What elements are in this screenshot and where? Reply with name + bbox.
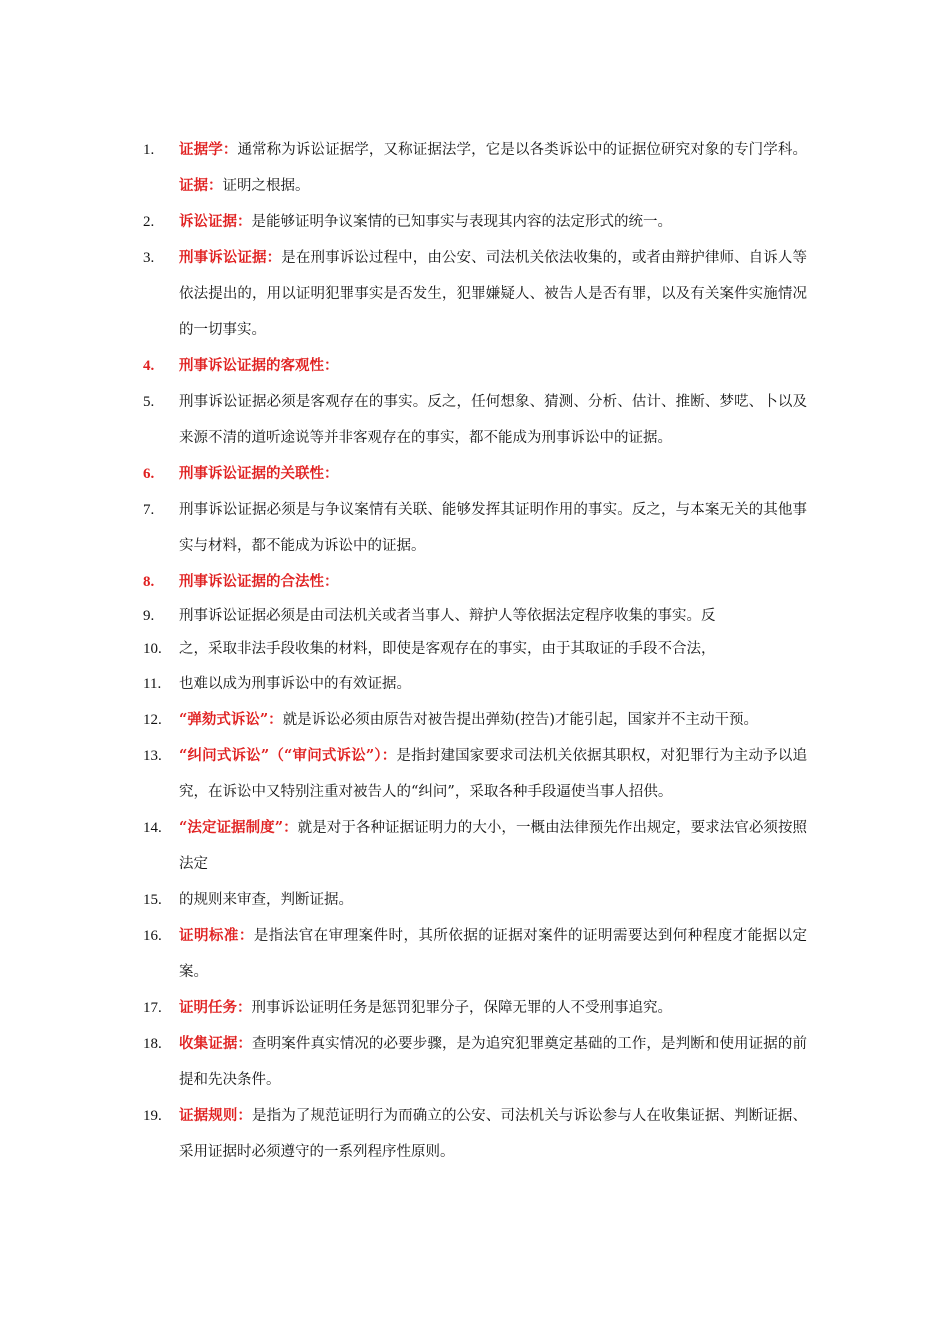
- item-term-secondary: 证据：: [179, 177, 223, 194]
- list-item-11: [0, 666, 950, 702]
- item-term: 收集证据：: [179, 1035, 253, 1052]
- item-number: 8.: [143, 574, 155, 590]
- item-heading: 刑事诉讼证据的关联性：: [179, 465, 339, 482]
- item-term: 证明标准：: [179, 927, 254, 944]
- item-body: [179, 132, 807, 204]
- item-number: 17.: [143, 1000, 162, 1016]
- item-term: 刑事诉讼证据：: [179, 249, 282, 266]
- list-item-8: [0, 564, 950, 600]
- list-item-13: [0, 738, 950, 810]
- item-term: 证明任务：: [179, 999, 252, 1016]
- item-text: 是在刑事诉讼过程中，由公安、司法机关依法收集的，或者由辩护律师、自诉人等依法提出的，用以证明犯罪事实是否发生，犯罪嫌疑人、被告人是否有罪，以及有关案件实施情况的一切事实。: [179, 250, 807, 338]
- item-number: 15.: [143, 892, 162, 908]
- item-body: [179, 810, 807, 882]
- item-term: 诉讼证据：: [179, 213, 252, 230]
- item-number: 7.: [143, 502, 155, 518]
- item-term: 证据学：: [179, 141, 238, 158]
- item-text: 的规则来审查，判断证据。: [179, 892, 353, 908]
- item-number: 19.: [143, 1108, 162, 1124]
- list-item-9: [0, 600, 950, 633]
- item-term: 证据规则：: [179, 1107, 253, 1124]
- list-item-5: [0, 384, 950, 456]
- glossary-list: [0, 132, 950, 1170]
- item-term: “纠问式诉讼”（“审问式诉讼”）：: [179, 747, 397, 764]
- item-text: 刑事诉讼证明任务是惩罚犯罪分子，保障无罪的人不受刑事追究。: [251, 1000, 672, 1016]
- item-text: 是指为了规范证明行为而确立的公安、司法机关与诉讼参与人在收集证据、判断证据、采用证据时必须遵守的一系列程序性原则。: [179, 1108, 808, 1160]
- item-text: 是指法官在审理案件时，其所依据的证据对案件的证明需要达到何种程度才能据以定案。: [179, 928, 808, 980]
- item-number: 6.: [143, 466, 155, 482]
- item-text: 之，采取非法手段收集的材料，即使是客观存在的事实，由于其取证的手段不合法，: [179, 641, 716, 657]
- item-number: 14.: [143, 820, 162, 836]
- item-term: “法定证据制度”：: [179, 819, 298, 836]
- item-body: [179, 702, 807, 738]
- item-number: 9.: [143, 608, 155, 624]
- item-body: [179, 240, 807, 348]
- item-text: 是能够证明争议案情的已知事实与表现其内容的法定形式的统一。: [251, 214, 672, 230]
- list-item-15: [0, 882, 950, 918]
- item-body: [179, 1026, 807, 1098]
- item-number: 5.: [143, 394, 155, 410]
- item-text: 是指封建国家要求司法机关依据其职权，对犯罪行为主动予以追究，在诉讼中又特别注重对被告人的“纠问”，采取各种手段逼使当事人招供。: [179, 748, 807, 800]
- item-number: 12.: [143, 712, 162, 728]
- list-item-6: [0, 456, 950, 492]
- list-item-4: [0, 348, 950, 384]
- item-number: 1.: [143, 142, 155, 158]
- item-number: 3.: [143, 250, 155, 266]
- item-heading: 刑事诉讼证据的客观性：: [179, 357, 339, 374]
- list-item-3: [0, 240, 950, 348]
- item-heading: 刑事诉讼证据的合法性：: [179, 573, 339, 590]
- item-number: 11.: [143, 676, 162, 692]
- item-number: 16.: [143, 928, 162, 944]
- list-item-1: [0, 132, 950, 204]
- item-number: 18.: [143, 1036, 162, 1052]
- item-number: 10.: [143, 641, 162, 657]
- list-item-10: [0, 633, 950, 666]
- list-item-14: [0, 810, 950, 882]
- list-item-7: [0, 492, 950, 564]
- item-body: [179, 990, 807, 1026]
- item-number: 2.: [143, 214, 155, 230]
- list-item-2: [0, 204, 950, 240]
- list-item-19: [0, 1098, 950, 1170]
- item-text: 刑事诉讼证据必须是客观存在的事实。反之，任何想象、猜测、分析、估计、推断、梦呓、卜以及来源不清的道听途说等并非客观存在的事实，都不能成为刑事诉讼中的证据。: [179, 394, 807, 446]
- item-text: 就是对于各种证据证明力的大小，一概由法律预先作出规定，要求法官必须按照法定: [179, 820, 807, 872]
- item-term: “弹劾式诉讼”：: [179, 711, 283, 728]
- item-body: [179, 1098, 807, 1170]
- item-body: [179, 204, 807, 240]
- item-text: 就是诉讼必须由原告对被告提出弹劾(控告)才能引起，国家并不主动干预。: [282, 712, 758, 728]
- item-text: 也难以成为刑事诉讼中的有效证据。: [179, 676, 411, 692]
- item-body: [179, 738, 807, 810]
- item-body: [179, 918, 807, 990]
- item-text: 通常称为诉讼证据学，又称证据法学，它是以各类诉讼中的证据位研究对象的专门学科。: [237, 142, 808, 158]
- list-item-12: [0, 702, 950, 738]
- list-item-17: [0, 990, 950, 1026]
- item-text-secondary: 证明之根据。: [222, 178, 310, 194]
- item-number: 13.: [143, 748, 162, 764]
- item-text: 查明案件真实情况的必要步骤，是为追究犯罪奠定基础的工作，是判断和使用证据的前提和先决条件。: [179, 1036, 808, 1088]
- item-text: 刑事诉讼证据必须是由司法机关或者当事人、辩护人等依据法定程序收集的事实。反: [179, 608, 716, 624]
- list-item-16: [0, 918, 950, 990]
- item-number: 4.: [143, 358, 155, 374]
- list-item-18: [0, 1026, 950, 1098]
- item-text: 刑事诉讼证据必须是与争议案情有关联、能够发挥其证明作用的事实。反之，与本案无关的其他事实与材料，都不能成为诉讼中的证据。: [179, 502, 807, 554]
